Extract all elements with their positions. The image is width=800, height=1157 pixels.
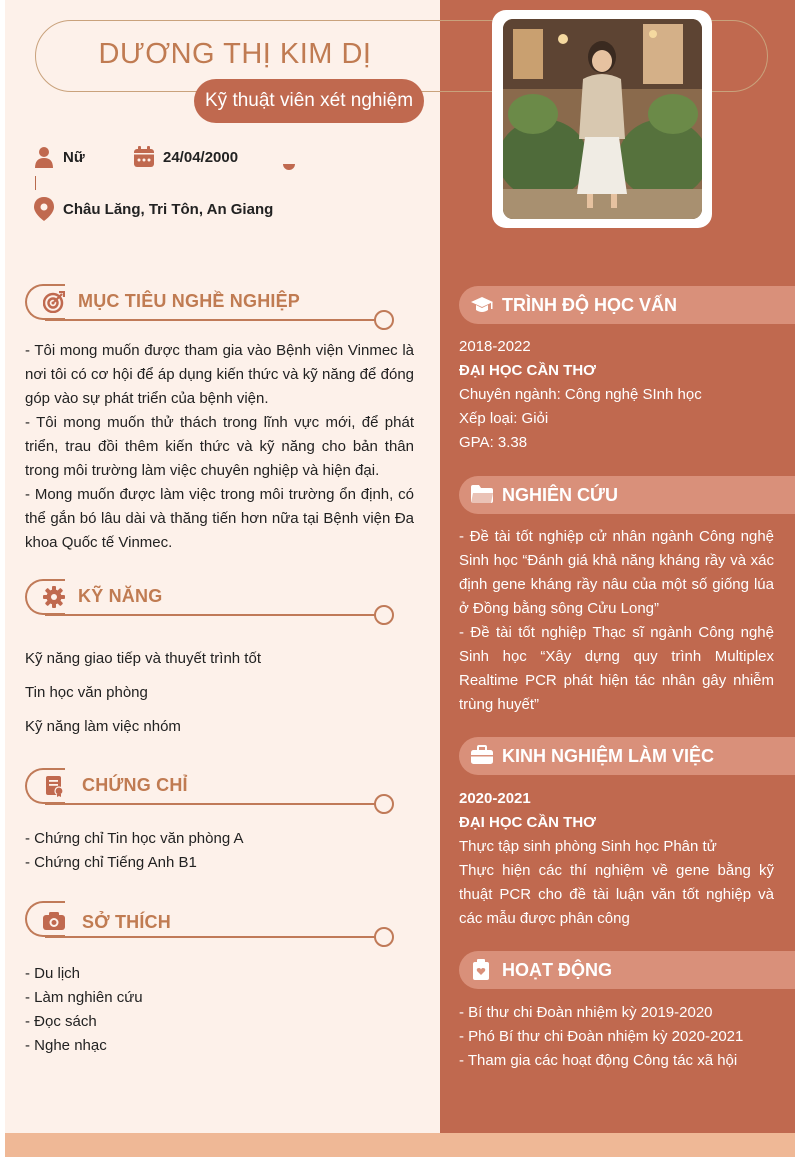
address-value: Châu Lăng, Tri Tôn, An Giang	[63, 200, 274, 218]
certificates-list	[25, 827, 414, 875]
education-school: ĐẠI HỌC CẦN THƠ	[459, 362, 596, 379]
experience-position: Thực tập sinh phòng Sinh học Phân tử	[459, 838, 717, 855]
activity-item: - Phó Bí thư chi Đoàn nhiệm kỳ 2020-2021	[459, 1028, 744, 1045]
skill-item: Tin học văn phòng	[25, 684, 148, 701]
birthdate-value: 24/04/2000	[163, 148, 239, 166]
activity-item: - Bí thư chi Đoàn nhiệm kỳ 2019-2020	[459, 1004, 713, 1021]
hobby-item: - Làm nghiên cứu	[25, 989, 143, 1006]
gear-icon	[43, 586, 65, 608]
user-icon	[33, 146, 55, 168]
bottom-bar	[5, 1133, 795, 1157]
hobby-item: - Nghe nhạc	[25, 1037, 107, 1054]
job-title-badge: Kỹ thuật viên xét nghiệm	[194, 79, 424, 123]
certificate-item: - Chứng chỉ Tiếng Anh B1	[25, 854, 197, 871]
experience-content	[459, 787, 774, 931]
education-period: 2018-2022	[459, 338, 531, 355]
research-content	[459, 525, 774, 717]
activities-header	[459, 951, 795, 989]
folder-icon	[471, 484, 493, 506]
certificates-header	[25, 768, 390, 804]
briefcase-icon	[471, 745, 493, 767]
objective-header	[25, 284, 390, 320]
research-header	[459, 476, 795, 514]
hobby-item: - Du lịch	[25, 965, 81, 982]
skills-header	[25, 579, 390, 615]
graduation-cap-icon	[471, 294, 493, 316]
experience-period: 2020-2021	[459, 790, 531, 807]
target-icon	[43, 291, 65, 313]
camera-icon	[43, 911, 65, 933]
skills-title: KỸ NĂNG	[78, 586, 163, 606]
research-title: NGHIÊN CỨU	[502, 485, 618, 505]
birthdate-info	[133, 146, 238, 168]
hobby-item: - Đọc sách	[25, 1013, 97, 1030]
activity-item: - Tham gia các hoạt động Công tác xã hội	[459, 1052, 738, 1069]
divider	[35, 176, 36, 190]
profile-photo-frame	[492, 10, 712, 228]
profile-photo	[503, 19, 702, 219]
certificate-item: - Chứng chỉ Tin học văn phòng A	[25, 830, 244, 847]
address-info	[33, 198, 273, 220]
experience-header	[459, 737, 795, 775]
candidate-name: DƯƠNG THỊ KIM DỊ	[98, 38, 372, 70]
experience-company: ĐẠI HỌC CẦN THƠ	[459, 814, 596, 831]
education-content	[459, 335, 774, 455]
education-title: TRÌNH ĐỘ HỌC VẤN	[502, 295, 677, 315]
objective-title: MỤC TIÊU NGHỀ NGHIỆP	[78, 291, 301, 311]
objective-text	[25, 339, 414, 555]
education-rank: Xếp loại: Giỏi	[459, 410, 549, 427]
experience-title: KINH NGHIỆM LÀM VIỆC	[502, 746, 715, 766]
location-icon	[33, 198, 55, 220]
certificates-title: CHỨNG CHỈ	[82, 775, 188, 795]
hobbies-header	[25, 901, 390, 937]
education-header	[459, 286, 795, 324]
experience-description: Thực hiện các thí nghiệm về gene bằng kỹ thuật PCR cho đề tài luận văn tốt nghiệp và các mẫu được phân công	[459, 862, 774, 927]
gender-info	[33, 146, 85, 168]
hobbies-list	[25, 962, 414, 1058]
objective-line: - Tôi mong muốn thử thách trong lĩnh vực mới, để phát triển, trau đồi thêm kiến thức và kỹ năng cho bản thân trong môi trường làm việc chuyên nghiệp và hiện đại.	[25, 414, 414, 479]
skill-item: Kỹ năng làm việc nhóm	[25, 718, 181, 735]
gender-value: Nữ	[63, 148, 85, 166]
certificate-icon	[43, 775, 65, 797]
activities-content	[459, 1001, 774, 1073]
hobbies-title: SỞ THÍCH	[82, 912, 171, 932]
skill-item: Kỹ năng giao tiếp và thuyết trình tốt	[25, 650, 261, 667]
cv-page	[5, 0, 795, 1157]
activities-title: HOẠT ĐỘNG	[502, 960, 612, 980]
objective-line: - Tôi mong muốn được tham gia vào Bệnh viện Vinmec là nơi tôi có cơ hội để áp dụng kiến thức và kỹ năng để đóng góp vào sự phát triển của bệnh viện.	[25, 342, 414, 407]
calendar-icon	[133, 146, 155, 168]
research-item: - Đề tài tốt nghiệp cử nhân ngành Công nghệ Sinh học “Đánh giá khả năng kháng rầy và xác định gene kháng rầy nâu của một số giống lúa ở Đồng bằng sông Cửu Long”	[459, 528, 774, 617]
objective-line: - Mong muốn được làm việc trong môi trường ổn định, có thể gắn bó lâu dài và thăng tiến hơn nữa tại Bệnh viện Đa khoa Quốc tế Vinmec.	[25, 486, 414, 551]
research-item: - Đề tài tốt nghiệp Thạc sĩ ngành Công nghệ Sinh học “Xây dựng quy trình Multiplex Realtime PCR phát hiện tác nhân gây nhiễm trùng huyết”	[459, 624, 774, 713]
education-major: Chuyên ngành: Công nghệ SInh học	[459, 386, 702, 403]
badge-icon	[471, 959, 493, 981]
education-gpa: GPA: 3.38	[459, 434, 528, 451]
